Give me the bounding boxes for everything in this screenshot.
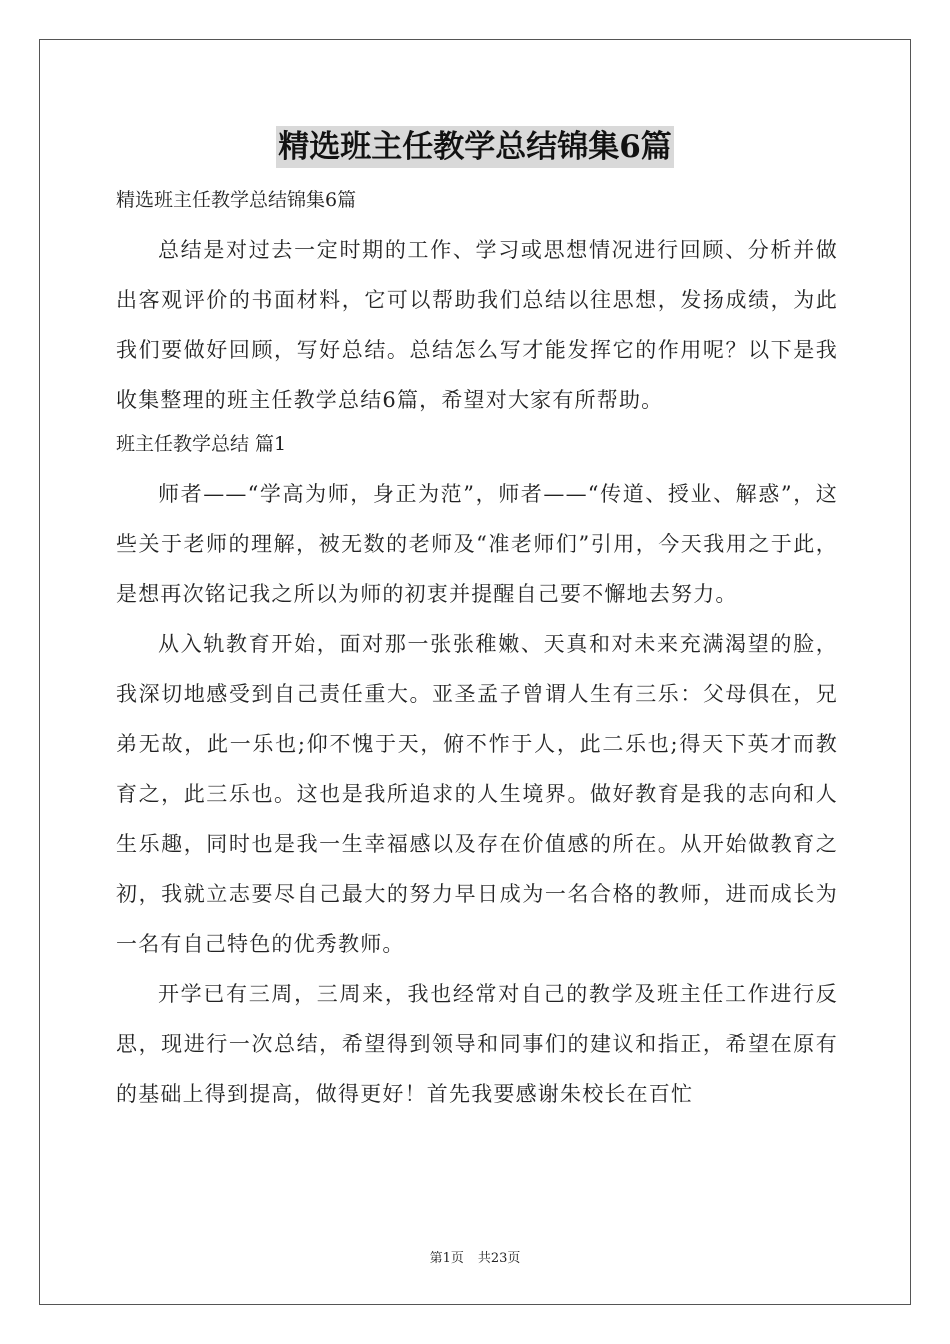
document-subtitle: 精选班主任教学总结锦集6篇 (116, 189, 357, 211)
document-title: 精选班主任教学总结锦集6篇 (276, 126, 674, 168)
body-paragraph: 开学已有三周，三周来，我也经常对自己的教学及班主任工作进行反思，现进行一次总结，希望得到领导和同事们的建议和指正，希望在原有的基础上得到提高，做得更好！首先我要感谢朱校长在百忙 (116, 982, 838, 1106)
page-footer (0, 1247, 950, 1266)
title-container (0, 126, 950, 168)
page-number: 第1页 (429, 1251, 464, 1266)
total-pages: 共23页 (477, 1251, 521, 1266)
intro-paragraph: 总结是对过去一定时期的工作、学习或思想情况进行回顾、分析并做出客观评价的书面材料，它可以帮助我们总结以往思想，发扬成绩，为此我们要做好回顾，写好总结。总结怎么写才能发挥它的作用呢？以下是我收集整理的班主任教学总结6篇，希望对大家有所帮助。 (116, 238, 838, 412)
body-paragraph: 师者——“学高为师，身正为范”，师者——“传道、授业、解惑”，这些关于老师的理解，被无数的老师及“准老师们”引用，今天我用之于此，是想再次铭记我之所以为师的初衷并提醒自己要不懈地去努力。 (116, 482, 838, 606)
body-paragraph: 从入轨教育开始，面对那一张张稚嫩、天真和对未来充满渴望的脸，我深切地感受到自己责任重大。亚圣孟子曾谓人生有三乐：父母俱在，兄弟无故，此一乐也;仰不愧于天，俯不怍于人，此二乐也;得天下英才而教育之，此三乐也。这也是我所追求的人生境界。做好教育是我的志向和人生乐趣，同时也是我一生幸福感以及存在价值感的所在。从开始做教育之初，我就立志要尽自己最大的努力早日成为一名合格的教师，进而成长为一名有自己特色的优秀教师。 (116, 632, 838, 956)
section-heading: 班主任教学总结 篇1 (116, 433, 287, 455)
document-body (116, 181, 838, 1119)
